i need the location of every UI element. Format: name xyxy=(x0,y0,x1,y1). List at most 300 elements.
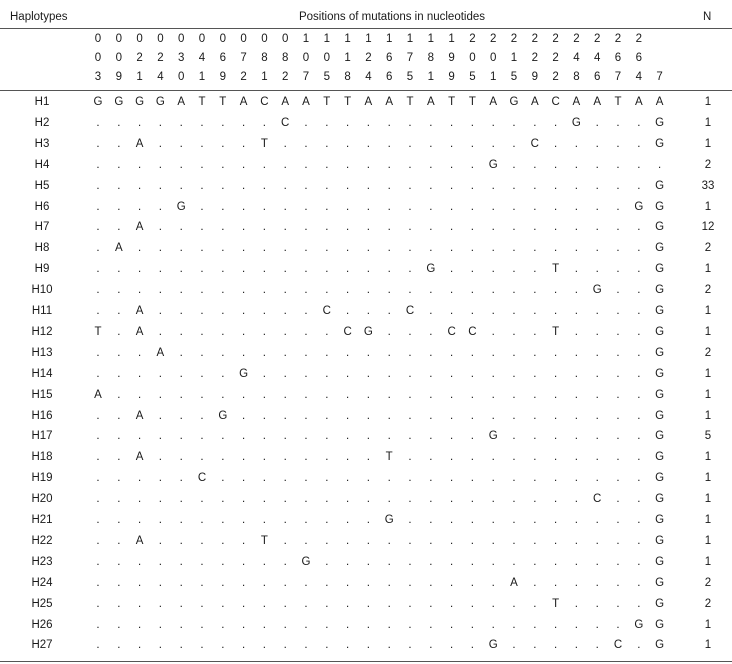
haplotype-name: H23 xyxy=(31,555,53,568)
sequence-cell: . xyxy=(491,367,495,380)
sequence-cell: . xyxy=(158,116,162,129)
haplotype-name: H7 xyxy=(34,221,50,234)
haplotype-count: 1 xyxy=(704,639,712,652)
sequence-cell: G xyxy=(239,367,249,380)
sequence-cell: . xyxy=(595,555,599,568)
sequence-cell: . xyxy=(345,263,350,276)
sequence-cell: G xyxy=(655,493,665,506)
sequence-cell: . xyxy=(325,388,329,401)
sequence-cell: G xyxy=(218,409,228,422)
sequence-cell: . xyxy=(470,597,474,610)
sequence-cell: . xyxy=(366,137,370,150)
sequence-cell: A xyxy=(385,96,394,108)
sequence-cell: . xyxy=(345,284,350,297)
sequence-cell: . xyxy=(637,472,641,485)
sequence-cell: . xyxy=(96,430,100,443)
position-digit: 1 xyxy=(489,71,497,83)
position-digit: 0 xyxy=(489,52,497,64)
sequence-cell: C xyxy=(281,116,290,129)
sequence-cell: . xyxy=(595,639,599,652)
position-digit: 8 xyxy=(281,52,289,64)
sequence-cell: . xyxy=(512,367,516,380)
sequence-cell: . xyxy=(491,472,495,485)
sequence-cell: . xyxy=(179,242,183,255)
sequence-cell: . xyxy=(325,367,329,380)
sequence-cell: . xyxy=(241,305,246,317)
sequence-cell: . xyxy=(533,430,537,443)
sequence-cell: . xyxy=(595,451,599,464)
sequence-cell: . xyxy=(533,263,537,276)
sequence-cell: . xyxy=(179,451,183,464)
sequence-cell: . xyxy=(241,179,246,192)
sequence-cell: . xyxy=(595,367,599,380)
sequence-cell: . xyxy=(345,639,350,652)
sequence-cell: . xyxy=(96,284,100,297)
sequence-cell: . xyxy=(533,346,537,359)
sequence-cell: . xyxy=(325,472,329,485)
sequence-cell: . xyxy=(366,472,370,485)
sequence-cell: . xyxy=(429,514,433,526)
sequence-cell: . xyxy=(470,305,474,317)
sequence-cell: . xyxy=(657,158,662,171)
sequence-cell: . xyxy=(241,284,246,297)
position-digit: 1 xyxy=(448,33,455,45)
sequence-cell: . xyxy=(345,576,350,589)
sequence-cell: . xyxy=(325,284,329,297)
position-digit: 1 xyxy=(406,33,414,45)
sequence-cell: . xyxy=(533,451,537,464)
position-digit: 1 xyxy=(344,52,351,64)
sequence-cell: . xyxy=(262,116,266,129)
sequence-cell: . xyxy=(408,493,412,506)
sequence-cell: . xyxy=(637,576,641,589)
sequence-cell: G xyxy=(655,367,665,380)
position-digit: 0 xyxy=(240,33,247,45)
sequence-cell: . xyxy=(408,388,412,401)
sequence-cell: G xyxy=(655,472,665,485)
sequence-cell: . xyxy=(366,534,370,547)
sequence-cell: . xyxy=(637,451,641,464)
sequence-cell: . xyxy=(241,200,246,213)
position-digit: 7 xyxy=(656,71,663,83)
sequence-cell: . xyxy=(595,137,599,150)
haplotype-name: H11 xyxy=(31,305,53,317)
sequence-cell: . xyxy=(553,179,558,192)
sequence-cell: . xyxy=(96,346,100,359)
sequence-cell: A xyxy=(655,96,664,108)
sequence-cell: . xyxy=(533,367,537,380)
sequence-cell: . xyxy=(429,388,433,401)
haplotype-count: 1 xyxy=(704,493,712,506)
haplotype-name: H10 xyxy=(31,284,53,297)
sequence-cell: . xyxy=(221,388,225,401)
sequence-cell: . xyxy=(387,263,391,276)
sequence-cell: . xyxy=(325,137,329,150)
sequence-cell: . xyxy=(96,493,100,506)
sequence-cell: . xyxy=(366,639,370,652)
sequence-cell: . xyxy=(137,388,142,401)
sequence-cell: . xyxy=(221,618,225,631)
sequence-cell: . xyxy=(179,430,183,443)
sequence-cell: . xyxy=(137,472,142,485)
sequence-cell: . xyxy=(96,263,100,276)
sequence-cell: . xyxy=(179,346,183,359)
sequence-cell: G xyxy=(363,325,373,338)
sequence-cell: . xyxy=(595,116,599,129)
sequence-cell: T xyxy=(198,96,206,108)
sequence-cell: C xyxy=(468,325,477,338)
sequence-cell: . xyxy=(241,409,246,422)
sequence-cell: . xyxy=(408,242,412,255)
sequence-cell: . xyxy=(408,263,412,276)
sequence-cell: . xyxy=(158,263,162,276)
sequence-cell: . xyxy=(158,305,162,317)
sequence-cell: . xyxy=(533,221,537,234)
sequence-cell: . xyxy=(200,597,204,610)
position-digit: 2 xyxy=(531,52,538,64)
sequence-cell: . xyxy=(408,430,412,443)
position-digit: 5 xyxy=(406,71,414,83)
sequence-cell: . xyxy=(325,263,329,276)
sequence-cell: . xyxy=(200,430,204,443)
sequence-cell: . xyxy=(200,242,204,255)
sequence-cell: . xyxy=(408,200,412,213)
sequence-cell: . xyxy=(345,534,350,547)
haplotype-name: H14 xyxy=(31,367,53,380)
sequence-cell: . xyxy=(387,116,391,129)
sequence-cell: . xyxy=(470,284,474,297)
sequence-cell: . xyxy=(345,221,350,234)
sequence-cell: . xyxy=(637,639,641,652)
sequence-cell: . xyxy=(179,409,183,422)
sequence-cell: . xyxy=(304,451,308,464)
sequence-cell: . xyxy=(491,179,495,192)
position-digit: 0 xyxy=(323,52,330,64)
sequence-cell: . xyxy=(117,179,121,192)
position-digit: 2 xyxy=(281,71,289,83)
sequence-cell: . xyxy=(616,409,620,422)
sequence-cell: . xyxy=(574,534,578,547)
sequence-cell: . xyxy=(366,618,370,631)
sequence-cell: . xyxy=(304,137,308,150)
sequence-cell: . xyxy=(637,346,641,359)
sequence-cell: . xyxy=(96,597,100,610)
sequence-cell: . xyxy=(491,221,495,234)
sequence-cell: . xyxy=(200,639,204,652)
sequence-cell: . xyxy=(387,137,391,150)
sequence-cell: . xyxy=(117,493,121,506)
sequence-cell: . xyxy=(553,618,558,631)
sequence-cell: . xyxy=(616,263,620,276)
haplotype-count: 12 xyxy=(701,221,715,234)
haplotype-name: H9 xyxy=(34,263,50,276)
haplotype-name: H6 xyxy=(34,200,50,213)
sequence-cell: . xyxy=(533,116,537,129)
sequence-cell: . xyxy=(137,284,142,297)
sequence-cell: . xyxy=(304,116,308,129)
sequence-cell: . xyxy=(512,534,516,547)
sequence-cell: . xyxy=(241,388,246,401)
sequence-cell: . xyxy=(574,263,578,276)
sequence-cell: . xyxy=(304,618,308,631)
sequence-cell: . xyxy=(470,534,474,547)
sequence-cell: T xyxy=(219,96,227,108)
sequence-cell: . xyxy=(345,116,350,129)
sequence-cell: . xyxy=(200,158,204,171)
position-digit: 0 xyxy=(136,33,143,45)
sequence-cell: . xyxy=(429,618,433,631)
sequence-cell: . xyxy=(366,514,370,526)
sequence-cell: . xyxy=(262,555,266,568)
sequence-cell: . xyxy=(179,325,183,338)
sequence-cell: . xyxy=(283,597,287,610)
sequence-cell: . xyxy=(137,576,142,589)
sequence-cell: . xyxy=(574,137,578,150)
sequence-cell: . xyxy=(325,221,329,234)
sequence-cell: G xyxy=(655,534,665,547)
haplotype-count: 1 xyxy=(704,534,712,547)
sequence-cell: . xyxy=(96,618,100,631)
sequence-cell: . xyxy=(158,158,162,171)
sequence-cell: . xyxy=(595,597,599,610)
sequence-cell: G xyxy=(655,284,665,297)
sequence-cell: . xyxy=(429,221,433,234)
sequence-cell: . xyxy=(262,325,266,338)
sequence-cell: . xyxy=(595,472,599,485)
sequence-cell: T xyxy=(552,263,560,276)
sequence-cell: . xyxy=(117,221,121,234)
sequence-cell: . xyxy=(637,325,641,338)
sequence-cell: . xyxy=(512,639,516,652)
sequence-cell: . xyxy=(429,242,433,255)
haplotype-count: 2 xyxy=(704,576,712,589)
sequence-cell: . xyxy=(533,325,537,338)
sequence-cell: A xyxy=(94,388,102,401)
position-digit: 0 xyxy=(261,33,268,45)
sequence-cell: . xyxy=(449,242,454,255)
sequence-cell: . xyxy=(241,346,246,359)
sequence-cell: . xyxy=(449,388,454,401)
sequence-cell: . xyxy=(200,409,204,422)
sequence-cell: . xyxy=(262,158,266,171)
sequence-cell: . xyxy=(366,555,370,568)
sequence-cell: . xyxy=(158,472,162,485)
sequence-cell: A xyxy=(530,96,539,108)
sequence-cell: G xyxy=(592,284,602,297)
sequence-cell: . xyxy=(491,325,495,338)
sequence-cell: A xyxy=(426,96,435,108)
sequence-cell: . xyxy=(616,325,620,338)
sequence-cell: . xyxy=(553,367,558,380)
sequence-cell: . xyxy=(616,221,620,234)
sequence-cell: . xyxy=(96,409,100,422)
position-digit: 1 xyxy=(344,33,351,45)
position-digit: 1 xyxy=(261,71,268,83)
sequence-cell: . xyxy=(429,555,433,568)
sequence-cell: . xyxy=(325,451,329,464)
sequence-cell: A xyxy=(135,325,144,338)
sequence-cell: . xyxy=(241,597,246,610)
sequence-cell: . xyxy=(158,639,162,652)
sequence-cell: . xyxy=(595,388,599,401)
sequence-cell: . xyxy=(595,618,599,631)
sequence-cell: . xyxy=(512,200,516,213)
sequence-cell: . xyxy=(616,116,620,129)
sequence-cell: . xyxy=(491,137,495,150)
sequence-cell: G xyxy=(655,346,665,359)
sequence-cell: . xyxy=(96,451,100,464)
position-digit: 9 xyxy=(448,52,455,64)
sequence-cell: . xyxy=(179,305,183,317)
sequence-cell: . xyxy=(96,576,100,589)
sequence-cell: . xyxy=(200,116,204,129)
sequence-cell: . xyxy=(221,576,225,589)
sequence-cell: . xyxy=(637,534,641,547)
sequence-cell: A xyxy=(634,96,643,108)
sequence-cell: . xyxy=(117,284,121,297)
haplotype-name: H24 xyxy=(31,576,53,589)
sequence-cell: . xyxy=(366,388,370,401)
sequence-cell: . xyxy=(366,367,370,380)
sequence-cell: . xyxy=(158,430,162,443)
sequence-cell: . xyxy=(574,242,578,255)
sequence-cell: . xyxy=(325,576,329,589)
sequence-cell: . xyxy=(408,451,412,464)
sequence-cell: G xyxy=(655,116,665,129)
sequence-cell: . xyxy=(449,618,454,631)
sequence-cell: G xyxy=(488,430,498,443)
sequence-cell: . xyxy=(408,472,412,485)
sequence-cell: . xyxy=(512,325,516,338)
sequence-cell: . xyxy=(512,116,516,129)
haplotype-count: 2 xyxy=(704,242,712,255)
sequence-cell: . xyxy=(512,430,516,443)
sequence-cell: . xyxy=(470,451,474,464)
sequence-cell: . xyxy=(637,367,641,380)
sequence-cell: . xyxy=(241,242,246,255)
sequence-cell: . xyxy=(304,534,308,547)
sequence-cell: G xyxy=(655,242,665,255)
sequence-cell: . xyxy=(117,514,121,526)
sequence-cell: . xyxy=(304,325,308,338)
sequence-cell: . xyxy=(179,158,183,171)
sequence-cell: . xyxy=(117,618,121,631)
sequence-cell: . xyxy=(408,116,412,129)
sequence-cell: . xyxy=(595,242,599,255)
sequence-cell: . xyxy=(553,137,558,150)
sequence-cell: . xyxy=(553,514,558,526)
sequence-cell: . xyxy=(200,451,204,464)
sequence-cell: . xyxy=(408,597,412,610)
sequence-cell: . xyxy=(96,534,100,547)
sequence-cell: . xyxy=(241,618,246,631)
sequence-cell: . xyxy=(262,284,266,297)
sequence-cell: . xyxy=(221,284,225,297)
sequence-cell: . xyxy=(574,451,578,464)
sequence-cell: . xyxy=(491,116,495,129)
sequence-cell: . xyxy=(241,430,246,443)
sequence-cell: . xyxy=(512,493,516,506)
sequence-cell: . xyxy=(304,346,308,359)
sequence-cell: . xyxy=(408,534,412,547)
sequence-cell: . xyxy=(574,597,578,610)
sequence-cell: G xyxy=(655,221,665,234)
sequence-cell: . xyxy=(429,451,433,464)
sequence-cell: . xyxy=(96,555,100,568)
sequence-cell: . xyxy=(283,325,287,338)
sequence-cell: G xyxy=(655,514,665,526)
sequence-cell: C xyxy=(530,137,539,150)
sequence-cell: . xyxy=(616,618,620,631)
sequence-cell: . xyxy=(179,576,183,589)
sequence-cell: . xyxy=(387,221,391,234)
sequence-cell: . xyxy=(616,158,620,171)
position-digit: 8 xyxy=(573,71,580,83)
sequence-cell: . xyxy=(262,409,266,422)
sequence-cell: . xyxy=(200,346,204,359)
sequence-cell: . xyxy=(553,451,558,464)
sequence-cell: T xyxy=(385,451,393,464)
sequence-cell: . xyxy=(221,451,225,464)
sequence-cell: . xyxy=(470,137,474,150)
sequence-cell: . xyxy=(325,430,329,443)
sequence-cell: . xyxy=(616,472,620,485)
position-digit: 0 xyxy=(469,52,476,64)
sequence-cell: . xyxy=(574,430,578,443)
sequence-cell: . xyxy=(637,493,641,506)
sequence-cell: . xyxy=(221,493,225,506)
sequence-cell: . xyxy=(283,493,287,506)
sequence-cell: A xyxy=(135,305,144,317)
sequence-cell: . xyxy=(262,263,266,276)
sequence-cell: . xyxy=(158,242,162,255)
sequence-cell: G xyxy=(655,576,665,589)
sequence-cell: . xyxy=(221,597,225,610)
sequence-cell: . xyxy=(158,221,162,234)
sequence-cell: . xyxy=(158,555,162,568)
haplotype-count: 1 xyxy=(704,618,712,631)
sequence-cell: . xyxy=(221,200,225,213)
haplotype-count: 1 xyxy=(704,96,712,108)
sequence-cell: . xyxy=(533,576,537,589)
sequence-cell: G xyxy=(655,430,665,443)
position-digit: 0 xyxy=(281,33,289,45)
sequence-cell: . xyxy=(429,137,433,150)
sequence-cell: . xyxy=(241,493,246,506)
sequence-cell: . xyxy=(325,325,329,338)
sequence-cell: . xyxy=(637,409,641,422)
sequence-cell: G xyxy=(655,597,665,610)
sequence-cell: . xyxy=(408,639,412,652)
position-digit: 1 xyxy=(198,71,206,83)
sequence-cell: . xyxy=(262,618,266,631)
sequence-cell: . xyxy=(512,305,516,317)
sequence-cell: . xyxy=(117,137,121,150)
sequence-cell: . xyxy=(325,639,329,652)
sequence-cell: . xyxy=(96,639,100,652)
sequence-cell: . xyxy=(449,472,454,485)
sequence-cell: . xyxy=(221,514,225,526)
sequence-cell: . xyxy=(158,388,162,401)
sequence-cell: . xyxy=(637,116,641,129)
sequence-cell: . xyxy=(491,597,495,610)
sequence-cell: . xyxy=(616,346,620,359)
sequence-cell: . xyxy=(491,200,495,213)
position-digit: 1 xyxy=(136,71,143,83)
sequence-cell: . xyxy=(179,639,183,652)
sequence-cell: . xyxy=(491,451,495,464)
sequence-cell: . xyxy=(96,514,100,526)
